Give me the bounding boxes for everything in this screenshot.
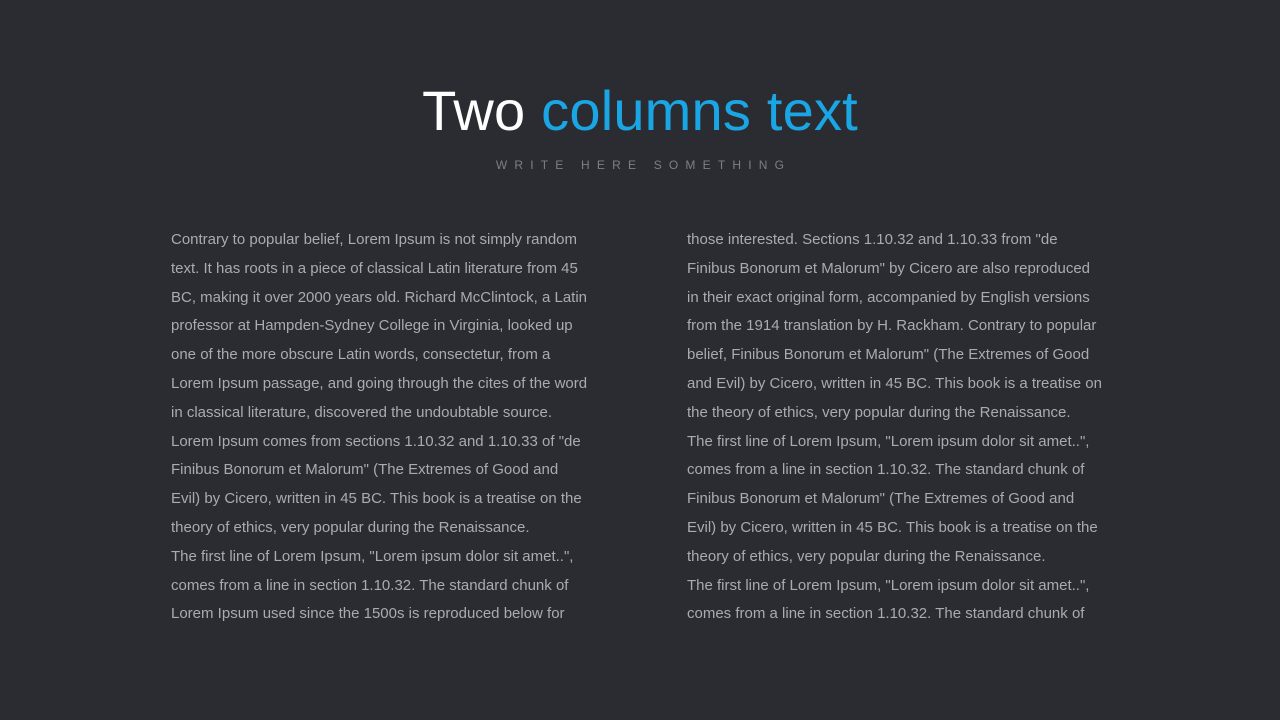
text-line: Finibus Bonorum et Malorum" by Cicero are also reproduced bbox=[687, 259, 1091, 277]
text-line: BC, making it over 2000 years old. Richard McClintock, a Latin bbox=[171, 288, 588, 306]
text-line: from the 1914 translation by H. Rackham. Contrary to popular bbox=[687, 317, 1097, 335]
slide-subtitle: WRITE HERE SOMETHING bbox=[495, 158, 792, 172]
right-text-column bbox=[687, 226, 1137, 629]
text-line: Lorem Ipsum passage, and going through the cites of the word bbox=[171, 374, 588, 392]
text-line: belief, Finibus Bonorum et Malorum" (The Extremes of Good bbox=[687, 346, 1090, 364]
text-line: those interested. Sections 1.10.32 and 1.10.33 from "de bbox=[687, 231, 1058, 248]
text-line: theory of ethics, very popular during the Renaissance. bbox=[171, 518, 530, 536]
text-line: comes from a line in section 1.10.32. The standard chunk of bbox=[687, 605, 1085, 623]
text-line: Lorem Ipsum comes from sections 1.10.32 and 1.10.33 of "de bbox=[171, 432, 581, 450]
title-main: Two bbox=[422, 79, 526, 142]
text-line: Contrary to popular belief, Lorem Ipsum is not simply random bbox=[171, 231, 578, 248]
text-line: comes from a line in section 1.10.32. The standard chunk of bbox=[687, 461, 1085, 479]
text-line: Evil) by Cicero, written in 45 BC. This book is a treatise on the bbox=[171, 490, 582, 508]
left-text-column bbox=[171, 226, 621, 629]
text-line: Finibus Bonorum et Malorum" (The Extremes of Good and bbox=[687, 490, 1075, 508]
slide-title bbox=[0, 76, 1280, 146]
text-line: The first line of Lorem Ipsum, "Lorem ipsum dolor sit amet..", bbox=[687, 432, 1090, 450]
text-line: in their exact original form, accompanied by English versions bbox=[687, 288, 1090, 306]
text-line: the theory of ethics, very popular during the Renaissance. bbox=[687, 403, 1071, 421]
text-line: Evil) by Cicero, written in 45 BC. This book is a treatise on the bbox=[687, 518, 1098, 536]
text-line: comes from a line in section 1.10.32. The standard chunk of bbox=[171, 576, 569, 594]
text-line: professor at Hampden-Sydney College in Virginia, looked up bbox=[171, 317, 573, 335]
title-accent: columns text bbox=[541, 79, 858, 142]
text-line: text. It has roots in a piece of classical Latin literature from 45 bbox=[171, 259, 578, 277]
text-line: Finibus Bonorum et Malorum" (The Extremes of Good and bbox=[171, 461, 559, 479]
text-line: The first line of Lorem Ipsum, "Lorem ipsum dolor sit amet..", bbox=[687, 576, 1090, 594]
text-line: The first line of Lorem Ipsum, "Lorem ipsum dolor sit amet..", bbox=[171, 547, 574, 565]
text-line: and Evil) by Cicero, written in 45 BC. This book is a treatise on bbox=[687, 374, 1102, 392]
text-line: theory of ethics, very popular during the Renaissance. bbox=[687, 547, 1046, 565]
text-line: one of the more obscure Latin words, consectetur, from a bbox=[171, 346, 551, 364]
text-line: in classical literature, discovered the undoubtable source. bbox=[171, 403, 553, 421]
text-line: Lorem Ipsum used since the 1500s is reproduced below for bbox=[171, 605, 565, 623]
